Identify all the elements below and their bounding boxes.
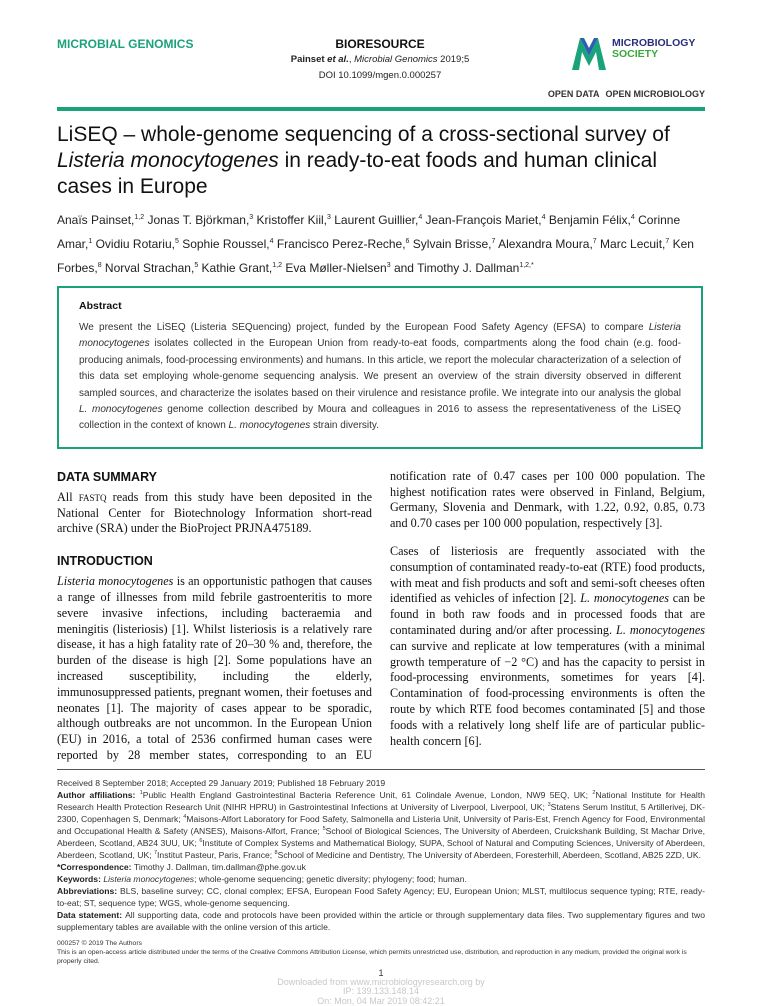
article-title (57, 122, 705, 200)
abstract-text (79, 320, 681, 435)
text-run: 3 (327, 214, 331, 221)
watermark-line: IP: 139.133.148.14 (342, 986, 420, 997)
text-run: 6 (199, 837, 203, 844)
text-run: 4 (541, 214, 546, 221)
text-run: 4 (183, 813, 187, 820)
intro-paragraph-2 (390, 544, 705, 749)
text-run: 4 (269, 238, 274, 245)
text-run: All supporting data, code and protocols have been provided within the article or through supplementary data files. Two supplementary figures and two supplementary tables are available with the online version of this article. (57, 909, 705, 932)
microbiology-society-logo (570, 34, 710, 74)
society-m-icon (570, 34, 608, 72)
text-run: 3 (547, 801, 551, 808)
text-run: L. monocytogenes (228, 420, 311, 432)
text-run: 1,2 (134, 214, 145, 221)
text-run: 7 (592, 238, 597, 245)
text-run: Ovidiu Rotariu, (92, 237, 175, 251)
text-run: 7 (665, 238, 670, 245)
text-run: Jonas T. Björkman, (144, 213, 250, 227)
text-run: 7 (491, 238, 496, 245)
text-run: Marc Lecuit, (596, 237, 666, 251)
open-data-badge: OPEN DATA (547, 89, 600, 99)
text-run: Public Health England Gastrointestinal Bacteria Reference Unit, 61 Colindale Avenue, London, NW9 5EQ, UK; (142, 789, 593, 800)
article-body (57, 122, 705, 1006)
text-run: Sophie Roussel, (178, 237, 270, 251)
text-run: All (57, 489, 79, 504)
text-run: Listeria monocytogenes (103, 873, 195, 884)
text-run: can be found in both raw foods and in processed foods that are contaminated during and/or after processing. (390, 591, 705, 638)
text-run: reads from this study have been deposited in the National Center for Biotechnology Information short-read archive (SRA) under the BioProject PRJNA475189. (57, 489, 373, 536)
citation-year: 2019;5 (437, 54, 470, 65)
text-run: Author affiliations: (57, 789, 140, 800)
text-run: Kathie Grant, (198, 261, 273, 275)
text-run: Corinne Amar, (57, 213, 681, 251)
text-run: Maisons-Alfort Laboratory for Food Safety, Salmonella and Listeria Unit, University of Paris-Est, French Agency for Food, Environmental and Occupational Health & Safety (ANSES), Maisons-Alfort, France; (57, 813, 706, 836)
copyright-notice (57, 939, 705, 966)
text-run: isolates collected in the European Union from ready-to-eat foods, compartments along the food chain (e.g. food-producing animals, food-processing environments) and humans. In this article, we report the molecular characterization of a selection of this data set employing whole-genome sequencing analysis. We present an overview of the strain diversity observed in different sampled sources, and characterize the isolates based on their virulence and resistance profile. We integrate into our analysis the global (79, 338, 681, 399)
article-metadata (57, 777, 705, 933)
abstract-box (57, 286, 703, 449)
text-run: Keywords: (57, 873, 104, 884)
header-divider (57, 107, 705, 111)
text-run: 1,2 (272, 262, 282, 269)
license: This is an open-access article distributed under the terms of the Creative Commons Attribution License, which permits unrestricted use, distribution, and reproduction in any medium, provided the original work is properly cited. (57, 948, 687, 965)
article-header (230, 36, 530, 84)
citation-journal: Microbial Genomics (354, 54, 438, 65)
text-run: Francisco Perez-Reche, (273, 237, 406, 251)
two-column-text (57, 469, 705, 765)
text-run: genome collection described by Moura and colleagues in 2016 to assess the representativeness of the LiSEQ collection in the context of known (79, 404, 682, 432)
introduction-heading: INTRODUCTION (57, 554, 153, 569)
text-run: 4 (418, 214, 423, 221)
footnote-divider (57, 769, 705, 770)
text-run: Listeria monocytogenes (57, 574, 174, 589)
text-run: Data statement: (57, 909, 126, 920)
text-run: 1 (139, 789, 143, 796)
text-run: Sylvain Brisse, (409, 237, 492, 251)
page-number: 1 (378, 967, 384, 978)
text-run: 2 (592, 789, 596, 796)
text-run: ; whole-genome sequencing; genetic diversity; phylogeny; food; human. (194, 873, 467, 884)
text-run: is an opportunistic pathogen that causes a range of illnesses from mild febrile gastroenteritis to more severe invasive infections, including bacteraemia and meningitis (listeriosis) [1]. Whilst listeriosis is a relatively rare disease, it has a high fatality rate of 20–30 % and, therefore, the burden of the disease is high [2]. Some populations have an increased susceptibility, including the elderly, immunosuppressed patients, pregnant women, their foetuses and neonates [1]. The majority of cases appear to be sporadic, although outbreaks are not uncommon. In the European Union (EU) in 2016, a total of 2536 confirmed human cases were reported by 28 member states, corresponding to an EU notification rate of 0.47 cases per 100 000 population. The highest notification rates were observed in Finland, Belgium, Germany, Slovenia and Denmark, with 1.22, 0.92, 0.85, 0.73 and 0.70 cases per 100 000 population, respectively [3]. (57, 468, 705, 762)
text-run: School of Biological Sciences, The University of Aberdeen, Cruickshank Building, St Machar Drive, Aberdeen, Scotland, AB24 3UU, UK; (57, 825, 705, 848)
data-summary-text (57, 490, 372, 537)
text-run: BLS, baseline survey; CC, clonal complex; EFSA, European Food Safety Agency; EU, European Union; MLST, multilocus sequence typing; RTE, ready-to-eat; ST, sequence type; WGS, whole-genome sequencing. (57, 885, 705, 908)
text-run: 4 (630, 214, 635, 221)
text-run: Cases of listeriosis are frequently associated with the consumption of contaminated ready-to-eat (RTE) food products, with meat and fish products and soft and semi-soft cheeses often identified as vehicles of infection [2]. (390, 544, 705, 606)
text-run: Statens Serum Institut, 5 Artillerivej, DK-2300, Copenhagen S, Denmark; (57, 801, 705, 824)
text-run: Abbreviations: (57, 885, 120, 896)
text-run: 5 (194, 262, 199, 269)
text-run: in ready-to-eat foods and human clinical cases in Europe (57, 149, 658, 198)
open-badges (542, 88, 705, 100)
text-run: 5 (174, 238, 179, 245)
text-run: Received 8 September 2018; Accepted 29 January 2019; Published 18 February 2019 (57, 777, 386, 788)
citation-etal: et al. (324, 54, 349, 65)
text-run: 8 (274, 849, 278, 856)
citation-author: Painset (290, 54, 325, 65)
text-run: Institute of Complex Systems and Mathematical Biology, SUPA, School of Natural and Computing Sciences, University of Aberdeen, Aberdeen, Scotland, UK; (57, 837, 705, 860)
text-run: 8 (97, 262, 102, 269)
watermark-line: On: Mon, 04 Mar 2019 08:42:21 (317, 995, 445, 1006)
society-name: MICROBIOLOGY (612, 37, 696, 49)
download-watermark (57, 978, 705, 1006)
text-run: LiSEQ – whole-genome sequencing of a cross-sectional survey of (57, 123, 670, 146)
text-run: Alexandra Moura, (495, 237, 593, 251)
journal-name: MICROBIAL GENOMICS (57, 37, 194, 51)
text-run: Timothy J. Dallman, tim.dallman@phe.gov.uk (133, 861, 306, 872)
text-run: L. monocytogenes (79, 404, 163, 416)
text-run: 6 (405, 238, 410, 245)
text-run: National Institute for Health Research Health Protection Research Unit (NIHR HPRU) in Gastrointestinal Infections at University of Liverpool, Liverpool, UK; (57, 789, 705, 812)
text-run: can survive and replicate at low temperatures (with a minimal growth temperature of −2 °C) and has the capacity to persist in food-processing environments, sometimes for years [4]. Contamination of food-processing environments is often the route by which RTE food becomes contaminated [5] and those foods with a relatively long shelf life are of particular public-health concern [6]. (390, 638, 705, 748)
data-summary-heading: DATA SUMMARY (57, 469, 157, 484)
text-run: strain diversity. (310, 420, 379, 432)
text-run: 5 (322, 825, 326, 832)
article-type: BIORESOURCE (335, 37, 425, 51)
citation-sep: , (348, 54, 355, 65)
text-run: 1,2,* (519, 262, 534, 269)
text-run: Listeria monocytogenes (57, 149, 279, 172)
text-run: 3 (386, 262, 391, 269)
text-run: 3 (249, 214, 254, 221)
text-run: L. monocytogenes (616, 623, 705, 638)
watermark-line: Downloaded from www.microbiologyresearch.org by (277, 976, 485, 987)
text-run: We present the LiSEQ (Listeria SEQuencing) project, funded by the European Food Safety Agency (EFSA) to compare (79, 322, 649, 333)
text-run: 7 (153, 849, 158, 856)
text-run: Ken Forbes, (57, 237, 694, 275)
author-list (57, 208, 705, 280)
text-run: Institut Pasteur, Paris, France; (157, 849, 275, 860)
text-run: fastq (78, 489, 107, 504)
society-sub: SOCIETY (612, 48, 659, 60)
text-run: Listeria monocytogenes (79, 322, 681, 350)
copyright: 000257 © 2019 The Authors (57, 939, 143, 947)
text-run: Benjamin Félix, (545, 213, 631, 227)
text-run: *Correspondence: (57, 861, 134, 872)
text-run: Kristoffer Kiil, (253, 213, 328, 227)
text-run: Jean-François Mariet, (422, 213, 542, 227)
text-run: Norval Strachan, (101, 261, 195, 275)
text-run: and Timothy J. Dallman (390, 261, 520, 275)
doi: DOI 10.1099/mgen.0.000257 (318, 70, 442, 81)
text-run: Laurent Guillier, (330, 213, 419, 227)
text-run: Anaïs Painset, (57, 213, 135, 227)
abstract-heading: Abstract (79, 300, 122, 312)
text-run: 1 (88, 238, 93, 245)
text-run: School of Medicine and Dentistry, The University of Aberdeen, Foresterhill, Aberdeen, Scotland, AB25 2ZD, UK. (277, 849, 701, 860)
text-run: Eva Møller-Nielsen (282, 261, 387, 275)
citation (230, 52, 530, 68)
open-microbiology-badge: OPEN MICROBIOLOGY (605, 89, 705, 99)
text-run: L. monocytogenes (580, 591, 669, 606)
